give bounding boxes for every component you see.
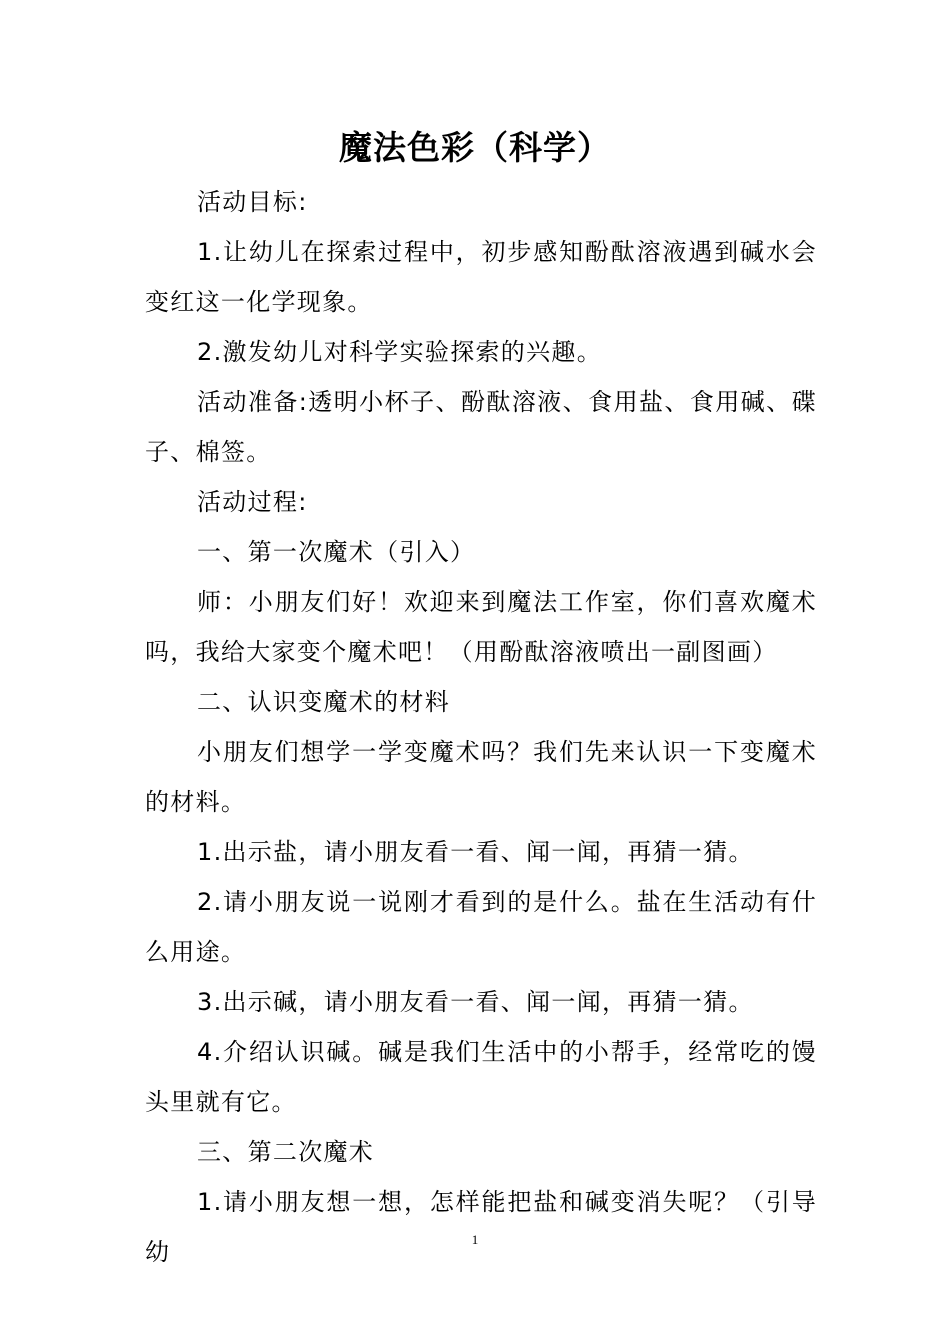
paragraph-section-3-heading: 三、第二次魔术 xyxy=(197,1138,375,1166)
paragraph-step-4: 4.介绍认识碱。碱是我们生活中的小帮手，经常吃的馒头里就有它。 xyxy=(145,1038,817,1116)
paragraph-step-3: 3.出示碱，请小朋友看一看、闻一闻，再猜一猜。 xyxy=(197,988,754,1016)
paragraph-objective-1: 1.让幼儿在探索过程中，初步感知酚酞溶液遇到碱水会变红这一化学现象。 xyxy=(145,238,817,316)
paragraph-step-2: 2.请小朋友说一说刚才看到的是什么。盐在生活动有什么用途。 xyxy=(145,888,817,966)
paragraph-objectives-heading: 活动目标: xyxy=(197,188,308,216)
paragraph-materials-intro: 小朋友们想学一学变魔术吗？我们先来认识一下变魔术的材料。 xyxy=(145,738,817,816)
page-title: 魔法色彩（科学） xyxy=(339,128,611,167)
paragraph-section-2-heading: 二、认识变魔术的材料 xyxy=(197,688,450,716)
page-number: 1 xyxy=(471,1232,479,1247)
paragraph-process-heading: 活动过程: xyxy=(197,488,308,516)
paragraph-step-1: 1.出示盐，请小朋友看一看、闻一闻，再猜一猜。 xyxy=(197,838,754,866)
paragraph-objective-2: 2.激发幼儿对科学实验探索的兴趣。 xyxy=(197,338,602,366)
paragraph-section-1-heading: 一、第一次魔术（引入） xyxy=(197,538,476,566)
paragraph-teacher-intro: 师：小朋友们好！欢迎来到魔法工作室，你们喜欢魔术吗，我给大家变个魔术吧！（用酚酞溶液喷出一副图画） xyxy=(145,588,817,666)
paragraph-section-3-step-1: 1.请小朋友想一想，怎样能把盐和碱变消失呢？（引导幼 xyxy=(145,1188,817,1266)
document-body xyxy=(145,177,817,1277)
paragraph-preparation: 活动准备:透明小杯子、酚酞溶液、食用盐、食用碱、碟子、棉签。 xyxy=(145,388,817,466)
